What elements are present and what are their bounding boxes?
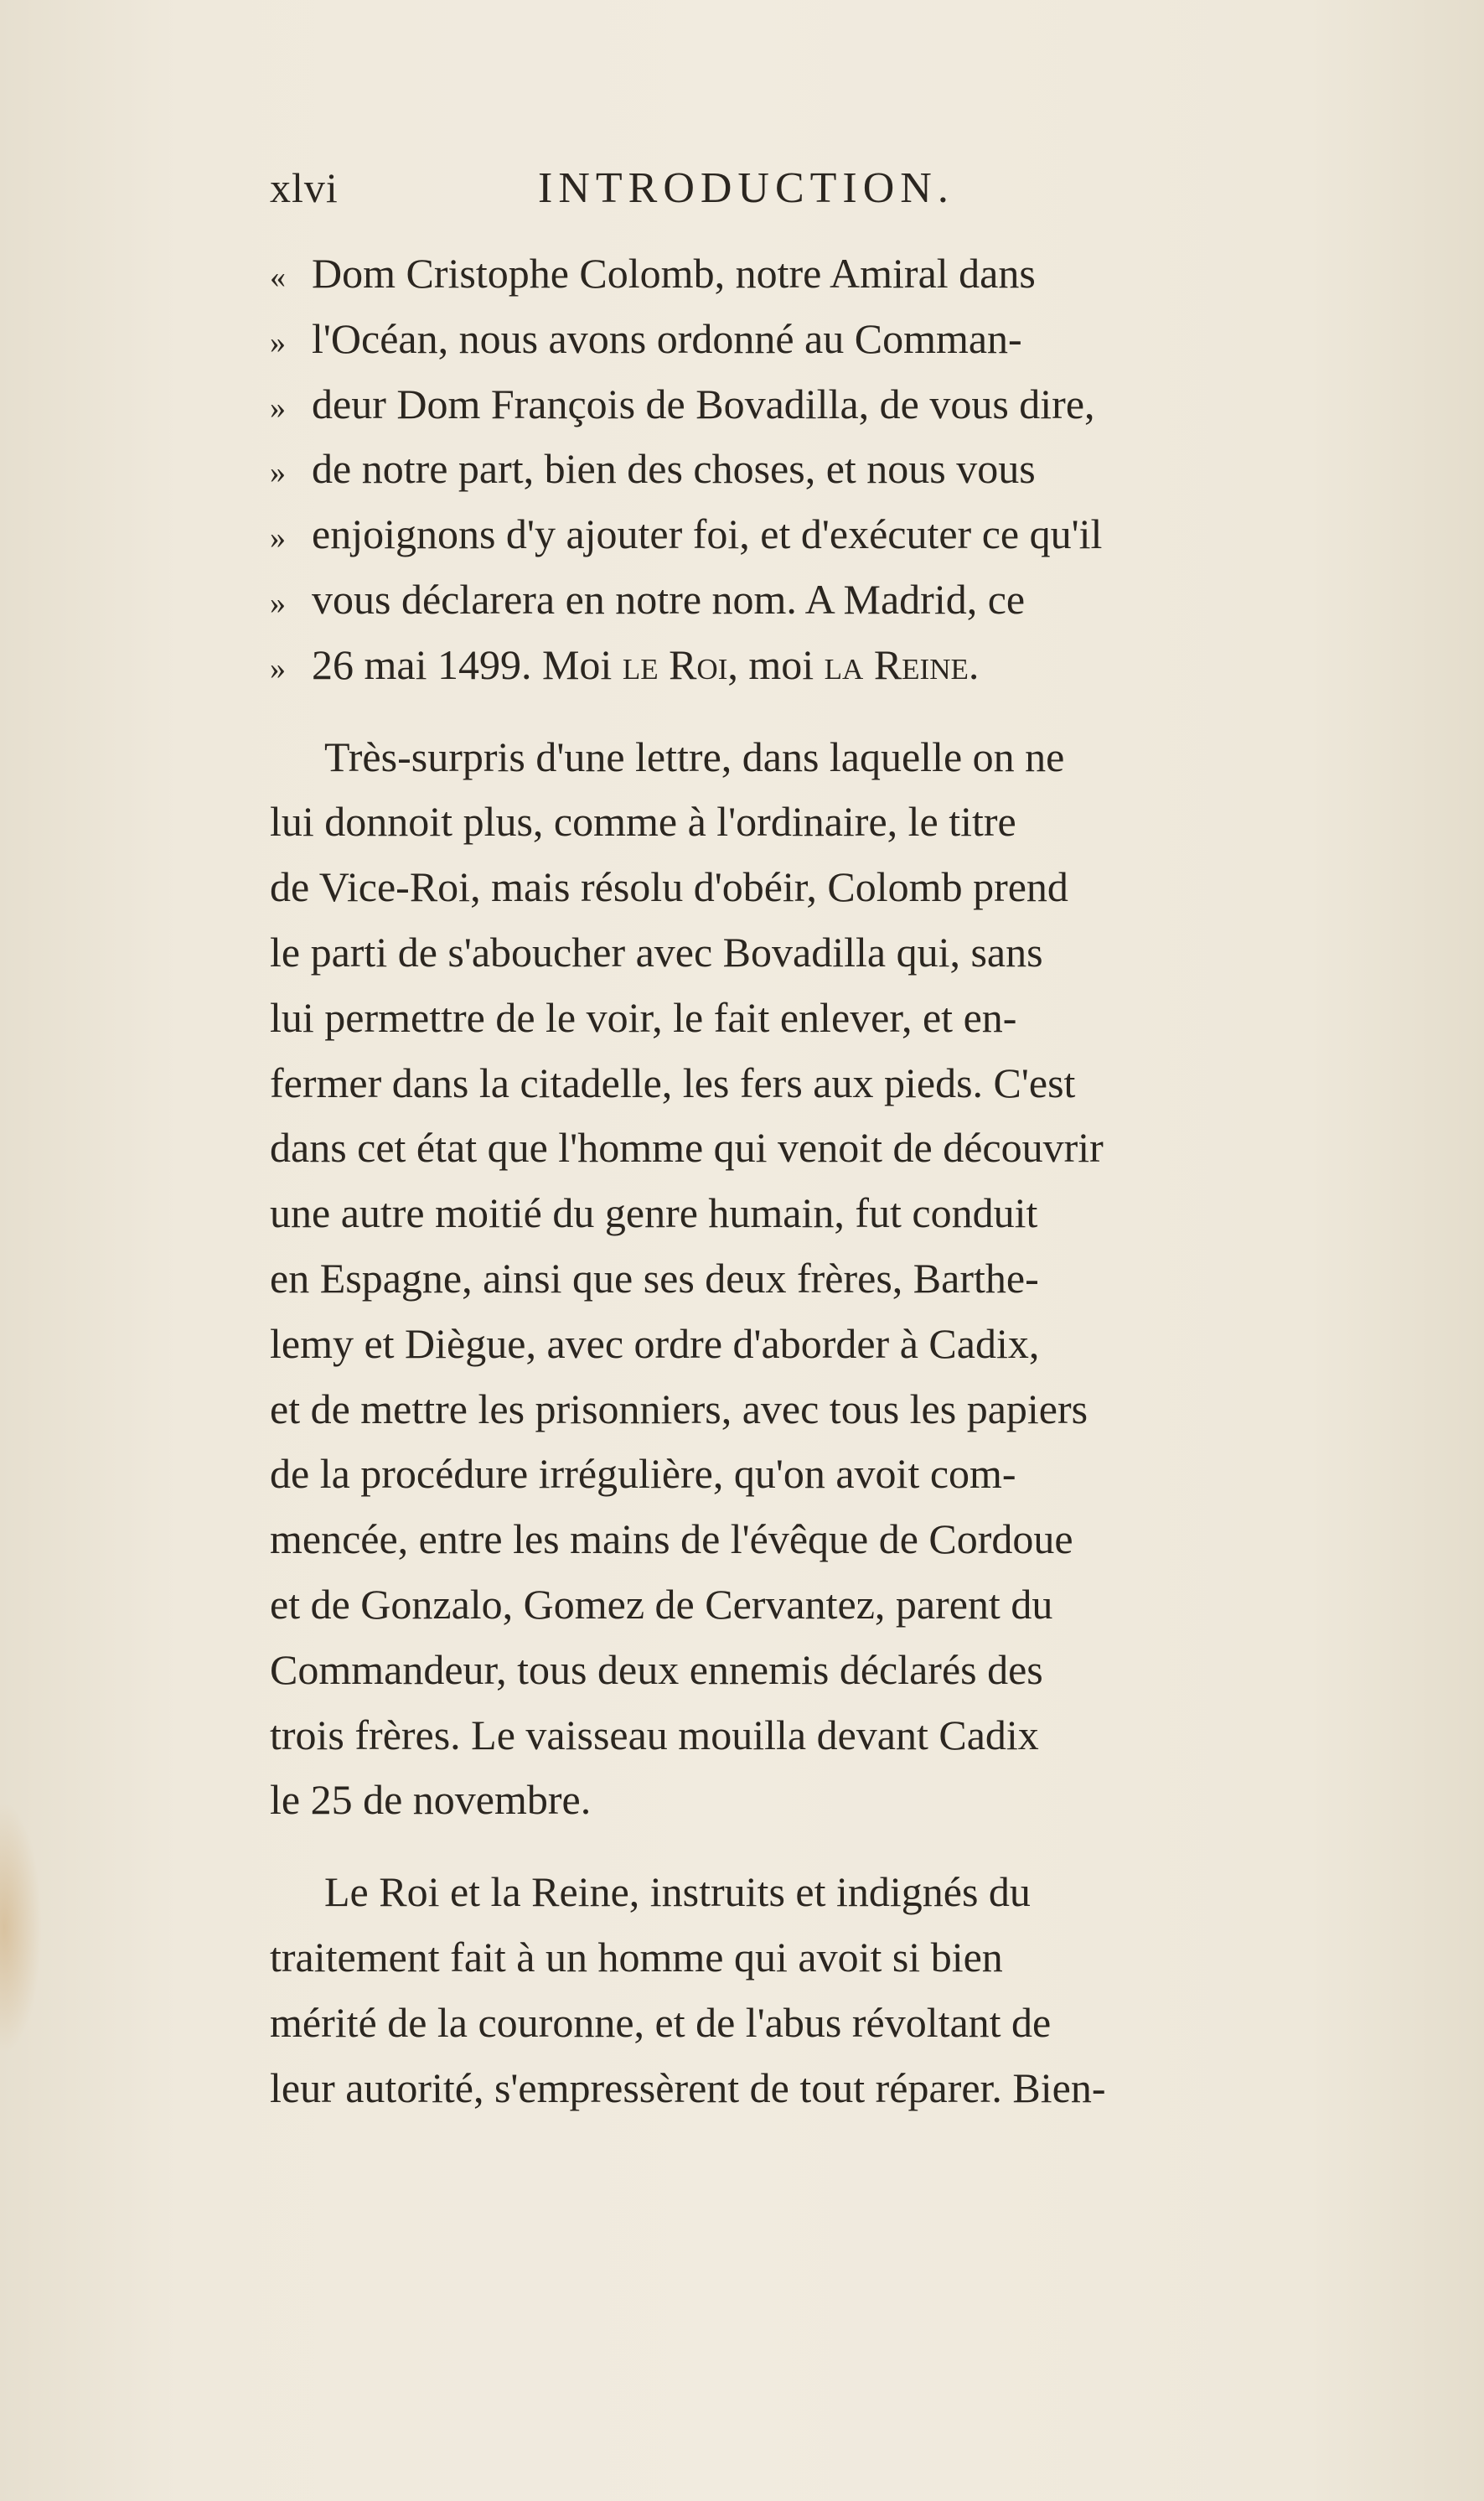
paragraph-line: lui permettre de le voir, le fait enlever, et en- — [270, 993, 1017, 1041]
paragraph-line: lemy et Diègue, avec ordre d'aborder à Cadix, — [270, 1319, 1040, 1367]
quote-mark: » — [270, 390, 286, 426]
quote-mark: » — [270, 650, 286, 686]
quote-line — [270, 437, 1409, 502]
quote-mark: » — [270, 585, 286, 621]
quote-line-text: de notre part, bien des choses, et nous vous — [312, 445, 1036, 493]
paper-stain — [0, 1802, 42, 2053]
quote-line-text: l'Océan, nous avons ordonné au Comman- — [312, 314, 1022, 362]
quote-signature-line — [270, 633, 1409, 698]
paragraph-line: de Vice-Roi, mais résolu d'obéir, Colomb prend — [270, 863, 1068, 911]
paragraph-line: dans cet état que l'homme qui venoit de découvrir — [270, 1124, 1104, 1172]
quote-line-text: vous déclarera en notre nom. A Madrid, ce — [312, 575, 1026, 623]
paragraph-1 — [270, 725, 1409, 1834]
signature-separator: , moi — [727, 640, 825, 688]
signature-end: . — [968, 640, 980, 688]
signature-king: le Roi — [622, 640, 728, 688]
quote-date: 26 mai 1499. Moi — [312, 640, 623, 688]
paragraph-line: Commandeur, tous deux ennemis déclarés des — [270, 1645, 1043, 1693]
quoted-letter — [270, 241, 1409, 698]
paragraph-line: fermer dans la citadelle, les fers aux pieds. C'est — [270, 1059, 1076, 1106]
paragraph-line: en Espagne, ainsi que ses deux frères, Barthe- — [270, 1254, 1039, 1302]
quote-mark: » — [270, 520, 286, 557]
body-text — [270, 241, 1409, 2120]
quote-mark: « — [270, 260, 286, 295]
paragraph-line: traitement fait à un homme qui avoit si bien — [270, 1933, 1003, 1981]
paragraph-line: trois frères. Le vaisseau mouilla devant Cadix — [270, 1711, 1039, 1758]
quote-line-text: deur Dom François de Bovadilla, de vous dire, — [312, 380, 1095, 427]
paragraph-line: mérité de la couronne, et de l'abus révoltant de — [270, 1998, 1052, 2046]
paragraph-line: Le Roi et la Reine, instruits et indignés du — [324, 1868, 1031, 1916]
paragraph-line: le parti de s'aboucher avec Bovadilla qui, sans — [270, 928, 1043, 976]
paragraph-line: le 25 de novembre. — [270, 1776, 592, 1824]
quote-line — [270, 567, 1409, 633]
quote-line — [270, 241, 1409, 307]
quote-line — [270, 307, 1409, 372]
quote-line — [270, 502, 1409, 567]
paragraph-line: Très-surpris d'une lettre, dans laquelle on ne — [324, 733, 1065, 780]
paragraph-line: et de mettre les prisonniers, avec tous les papiers — [270, 1385, 1088, 1432]
paragraph-2 — [270, 1860, 1409, 2120]
paragraph-line: une autre moitié du genre humain, fut conduit — [270, 1189, 1038, 1237]
quote-mark: » — [270, 324, 286, 360]
paragraph-line: mencée, entre les mains de l'évêque de Cordoue — [270, 1515, 1073, 1563]
paragraph-line: et de Gonzalo, Gomez de Cervantez, parent du — [270, 1580, 1053, 1628]
quote-line — [270, 372, 1409, 438]
quote-line-text: enjoignons d'y ajouter foi, et d'exécuter ce qu'il — [312, 510, 1103, 558]
page-number: xlvi — [270, 164, 339, 211]
running-head: INTRODUCTION. — [538, 164, 954, 212]
quote-mark: » — [270, 455, 286, 491]
page-header — [270, 163, 1150, 222]
signature-queen: la Reine — [824, 640, 969, 688]
paragraph-line: de la procédure irrégulière, qu'on avoit com- — [270, 1450, 1016, 1498]
quote-line-text: Dom Cristophe Colomb, notre Amiral dans — [312, 250, 1036, 297]
paragraph-line: leur autorité, s'empressèrent de tout réparer. Bien- — [270, 2063, 1106, 2111]
paragraph-line: lui donnoit plus, comme à l'ordinaire, le titre — [270, 798, 1016, 846]
